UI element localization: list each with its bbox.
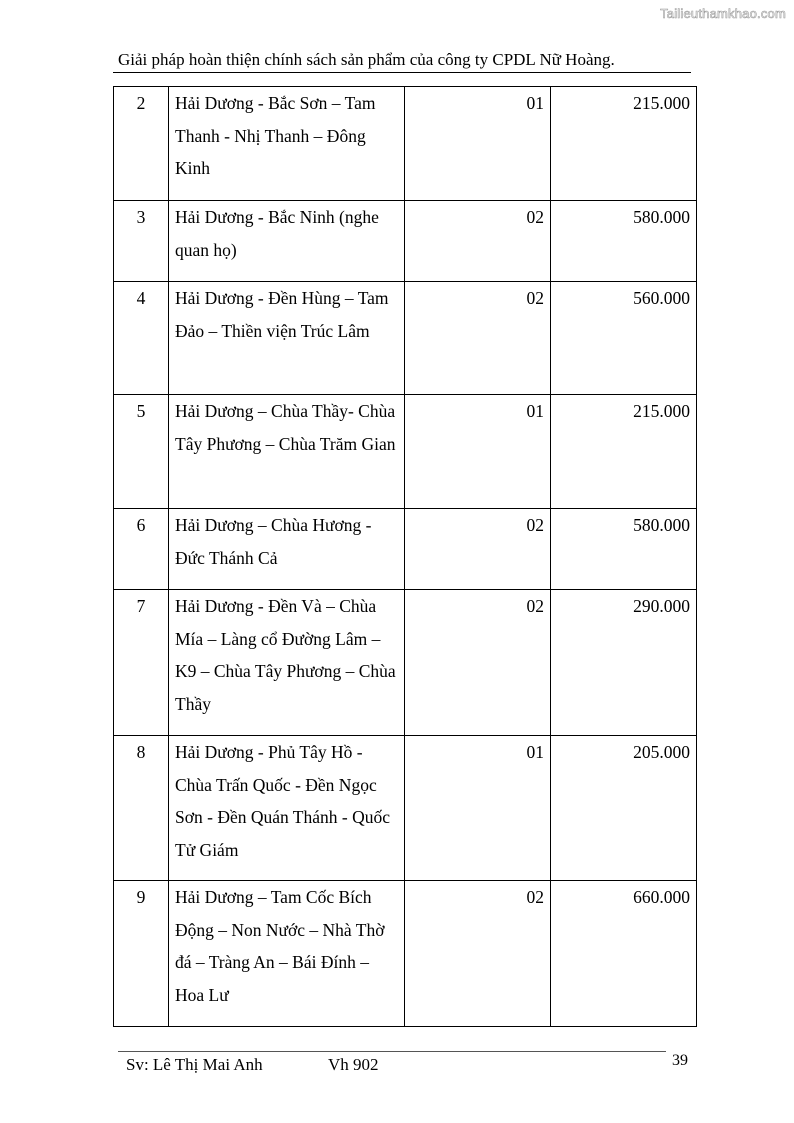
price-cell: 290.000 [551,590,697,736]
footer-class-code: Vh 902 [328,1055,379,1074]
price-cell: 660.000 [551,881,697,1027]
table-row [114,201,697,282]
table-row [114,881,697,1027]
table-row [114,395,697,509]
route-cell: Hải Dương – Chùa Hương - Đức Thánh Cả [169,509,405,590]
row-number: 3 [114,201,169,282]
days-cell: 02 [405,201,551,282]
row-number: 7 [114,590,169,736]
row-number: 5 [114,395,169,509]
days-cell: 01 [405,736,551,881]
price-cell: 215.000 [551,395,697,509]
price-cell: 580.000 [551,509,697,590]
page-number: 39 [672,1052,688,1069]
row-number: 6 [114,509,169,590]
footer-divider [118,1051,666,1052]
row-number: 2 [114,87,169,201]
row-number: 8 [114,736,169,881]
route-cell: Hải Dương - Phủ Tây Hồ - Chùa Trấn Quốc - Đền Ngọc Sơn - Đền Quán Thánh - Quốc Tử Giám [169,736,405,881]
table-row [114,509,697,590]
days-cell: 02 [405,509,551,590]
route-cell: Hải Dương – Chùa Thầy- Chùa Tây Phương – Chùa Trăm Gian [169,395,405,509]
row-number: 4 [114,282,169,395]
table-row [114,590,697,736]
route-cell: Hải Dương - Đền Và – Chùa Mía – Làng cổ Đường Lâm – K9 – Chùa Tây Phương – Chùa Thầy [169,590,405,736]
watermark-text: Tailieuthamkhao.com [660,6,786,21]
days-cell: 02 [405,282,551,395]
header-divider [113,72,691,73]
price-cell: 205.000 [551,736,697,881]
price-cell: 560.000 [551,282,697,395]
table-row [114,282,697,395]
tour-price-table [113,86,697,1027]
days-cell: 02 [405,590,551,736]
route-cell: Hải Dương – Tam Cốc Bích Động – Non Nước – Nhà Thờ đá – Tràng An – Bái Đính – Hoa Lư [169,881,405,1027]
footer-student-name: Sv: Lê Thị Mai Anh [126,1055,263,1074]
table-row [114,87,697,201]
route-cell: Hải Dương - Bắc Sơn – Tam Thanh - Nhị Thanh – Đông Kinh [169,87,405,201]
route-cell: Hải Dương - Bắc Ninh (nghe quan họ) [169,201,405,282]
days-cell: 02 [405,881,551,1027]
table-row [114,736,697,881]
page-header-title: Giải pháp hoàn thiện chính sách sản phẩm của công ty CPDL Nữ Hoàng. [118,50,615,69]
days-cell: 01 [405,87,551,201]
price-cell: 580.000 [551,201,697,282]
days-cell: 01 [405,395,551,509]
row-number: 9 [114,881,169,1027]
route-cell: Hải Dương - Đền Hùng – Tam Đảo – Thiền viện Trúc Lâm [169,282,405,395]
price-cell: 215.000 [551,87,697,201]
